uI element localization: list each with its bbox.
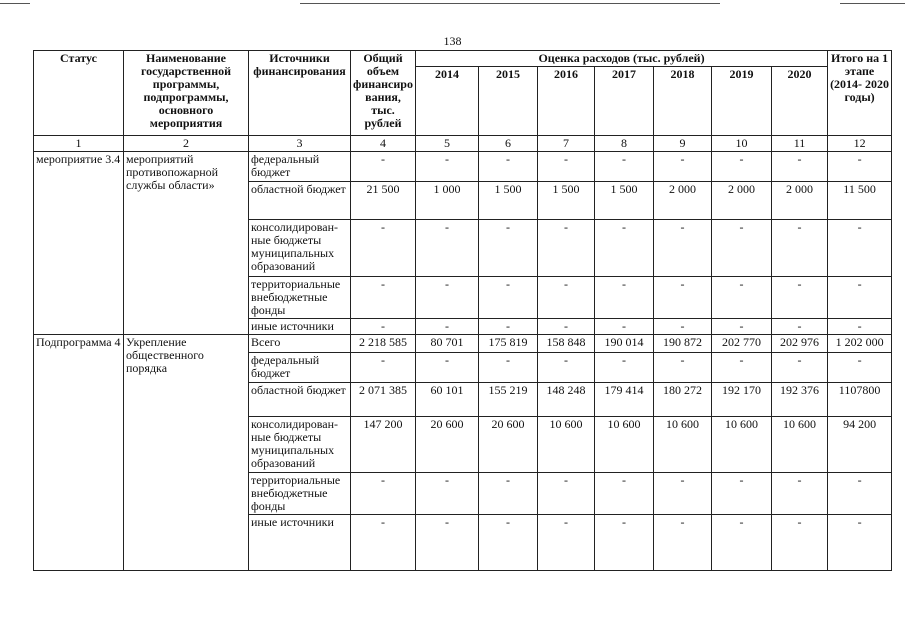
year-value-2020: 192 376 xyxy=(772,383,828,417)
year-value-2017: 10 600 xyxy=(595,417,654,473)
year-value-2020: - xyxy=(772,473,828,515)
stage-total: 11 500 xyxy=(828,182,892,220)
year-value-2016: 10 600 xyxy=(538,417,595,473)
header-total: Общий объем финансиро вания, тыс. рублей xyxy=(351,51,416,136)
financing-source: иные источники xyxy=(249,319,351,335)
stage-total: 1 202 000 xyxy=(828,335,892,353)
year-value-2018: 10 600 xyxy=(654,417,712,473)
year-value-2016: - xyxy=(538,277,595,319)
year-value-2014: 80 701 xyxy=(416,335,479,353)
year-value-2018: - xyxy=(654,473,712,515)
column-index-7: 7 xyxy=(538,136,595,152)
year-value-2014: - xyxy=(416,152,479,182)
year-value-2019: - xyxy=(712,515,772,571)
header-year-2014: 2014 xyxy=(416,67,479,136)
header-year-2015: 2015 xyxy=(479,67,538,136)
stage-total: - xyxy=(828,277,892,319)
year-value-2015: - xyxy=(479,353,538,383)
year-value-2018: - xyxy=(654,515,712,571)
column-index-11: 11 xyxy=(772,136,828,152)
page-number: 138 xyxy=(443,34,462,48)
year-value-2015: - xyxy=(479,515,538,571)
header-year-2020: 2020 xyxy=(772,67,828,136)
row-program-name: мероприятий противопожарной службы области» xyxy=(124,152,249,335)
year-value-2018: - xyxy=(654,277,712,319)
financing-source: иные источники xyxy=(249,515,351,571)
year-value-2016: - xyxy=(538,353,595,383)
stage-total: - xyxy=(828,515,892,571)
year-value-2017: - xyxy=(595,152,654,182)
year-value-2019: - xyxy=(712,220,772,277)
year-value-2014: - xyxy=(416,515,479,571)
year-value-2018: - xyxy=(654,353,712,383)
year-value-2019: - xyxy=(712,277,772,319)
year-value-2016: - xyxy=(538,319,595,335)
financing-source: федеральный бюджет xyxy=(249,152,351,182)
year-value-2018: - xyxy=(654,319,712,335)
financing-source: федеральный бюджет xyxy=(249,353,351,383)
stage-total: - xyxy=(828,473,892,515)
year-value-2018: - xyxy=(654,220,712,277)
total-amount: - xyxy=(351,515,416,571)
scan-artifact-line xyxy=(0,3,30,4)
year-value-2018: 2 000 xyxy=(654,182,712,220)
header-stage-total: Итого на 1 этапе (2014- 2020 годы) xyxy=(828,51,892,136)
financing-source: консолидирован- ные бюджеты муниципальных образований xyxy=(249,417,351,473)
year-value-2020: - xyxy=(772,277,828,319)
stage-total: - xyxy=(828,319,892,335)
column-index-4: 4 xyxy=(351,136,416,152)
header-year-2018: 2018 xyxy=(654,67,712,136)
financing-source: Всего xyxy=(249,335,351,353)
stage-total: - xyxy=(828,353,892,383)
year-value-2015: 175 819 xyxy=(479,335,538,353)
year-value-2019: - xyxy=(712,353,772,383)
table-body xyxy=(34,152,892,571)
year-value-2017: 179 414 xyxy=(595,383,654,417)
year-value-2018: 180 272 xyxy=(654,383,712,417)
financing-source: консолидирован- ные бюджеты муниципальных образований xyxy=(249,220,351,277)
total-amount: - xyxy=(351,473,416,515)
year-value-2016: 148 248 xyxy=(538,383,595,417)
financing-source: областной бюджет xyxy=(249,383,351,417)
header-year-2016: 2016 xyxy=(538,67,595,136)
table-row xyxy=(34,152,892,182)
header-status: Статус xyxy=(34,51,124,136)
header-name: Наименование государственной программы, подпрограммы, основного мероприятия xyxy=(124,51,249,136)
stage-total: 94 200 xyxy=(828,417,892,473)
year-value-2019: 10 600 xyxy=(712,417,772,473)
year-value-2016: - xyxy=(538,152,595,182)
financing-source: территориальные внебюджетные фонды xyxy=(249,277,351,319)
stage-total: 1107800 xyxy=(828,383,892,417)
year-value-2016: 158 848 xyxy=(538,335,595,353)
year-value-2020: 10 600 xyxy=(772,417,828,473)
header-sources: Источники финансирования xyxy=(249,51,351,136)
column-index-row xyxy=(34,136,892,152)
year-value-2020: - xyxy=(772,152,828,182)
year-value-2014: - xyxy=(416,277,479,319)
total-amount: 2 218 585 xyxy=(351,335,416,353)
year-value-2016: - xyxy=(538,515,595,571)
year-value-2014: 20 600 xyxy=(416,417,479,473)
year-value-2015: - xyxy=(479,473,538,515)
column-index-12: 12 xyxy=(828,136,892,152)
year-value-2017: - xyxy=(595,473,654,515)
year-value-2020: - xyxy=(772,319,828,335)
total-amount: - xyxy=(351,277,416,319)
year-value-2020: 202 976 xyxy=(772,335,828,353)
total-amount: - xyxy=(351,319,416,335)
year-value-2016: - xyxy=(538,220,595,277)
year-value-2016: 1 500 xyxy=(538,182,595,220)
year-value-2017: - xyxy=(595,319,654,335)
year-value-2014: 60 101 xyxy=(416,383,479,417)
total-amount: - xyxy=(351,353,416,383)
year-value-2014: - xyxy=(416,473,479,515)
year-value-2020: - xyxy=(772,220,828,277)
year-value-2015: 155 219 xyxy=(479,383,538,417)
year-value-2019: 192 170 xyxy=(712,383,772,417)
year-value-2014: - xyxy=(416,319,479,335)
year-value-2017: - xyxy=(595,515,654,571)
total-amount: - xyxy=(351,220,416,277)
stage-total: - xyxy=(828,152,892,182)
year-value-2017: - xyxy=(595,353,654,383)
header-year-2019: 2019 xyxy=(712,67,772,136)
row-status: мероприятие 3.4 xyxy=(34,152,124,335)
column-index-9: 9 xyxy=(654,136,712,152)
year-value-2018: 190 872 xyxy=(654,335,712,353)
year-value-2019: - xyxy=(712,473,772,515)
table-row xyxy=(34,335,892,353)
year-value-2017: 190 014 xyxy=(595,335,654,353)
year-value-2018: - xyxy=(654,152,712,182)
stage-total: - xyxy=(828,220,892,277)
year-value-2014: - xyxy=(416,353,479,383)
column-index-1: 1 xyxy=(34,136,124,152)
year-value-2019: - xyxy=(712,152,772,182)
row-program-name: Укрепление общественного порядка xyxy=(124,335,249,571)
financing-source: территориальные внебюджетные фонды xyxy=(249,473,351,515)
year-value-2017: 1 500 xyxy=(595,182,654,220)
column-index-3: 3 xyxy=(249,136,351,152)
column-index-5: 5 xyxy=(416,136,479,152)
total-amount: - xyxy=(351,152,416,182)
year-value-2015: 20 600 xyxy=(479,417,538,473)
budget-table xyxy=(33,50,892,571)
total-amount: 147 200 xyxy=(351,417,416,473)
year-value-2015: - xyxy=(479,277,538,319)
scan-artifact-line xyxy=(840,3,905,4)
year-value-2015: - xyxy=(479,152,538,182)
row-status: Подпрограмма 4 xyxy=(34,335,124,571)
year-value-2020: 2 000 xyxy=(772,182,828,220)
year-value-2019: - xyxy=(712,319,772,335)
year-value-2015: 1 500 xyxy=(479,182,538,220)
year-value-2016: - xyxy=(538,473,595,515)
year-value-2014: 1 000 xyxy=(416,182,479,220)
year-value-2017: - xyxy=(595,277,654,319)
header-estimate: Оценка расходов (тыс. рублей) xyxy=(416,51,828,67)
year-value-2015: - xyxy=(479,220,538,277)
column-index-6: 6 xyxy=(479,136,538,152)
column-index-10: 10 xyxy=(712,136,772,152)
year-value-2019: 202 770 xyxy=(712,335,772,353)
header-row xyxy=(34,51,892,67)
year-value-2020: - xyxy=(772,515,828,571)
total-amount: 21 500 xyxy=(351,182,416,220)
year-value-2020: - xyxy=(772,353,828,383)
scan-artifact-line xyxy=(300,3,720,4)
year-value-2019: 2 000 xyxy=(712,182,772,220)
financing-source: областной бюджет xyxy=(249,182,351,220)
year-value-2014: - xyxy=(416,220,479,277)
header-year-2017: 2017 xyxy=(595,67,654,136)
year-value-2015: - xyxy=(479,319,538,335)
column-index-8: 8 xyxy=(595,136,654,152)
year-value-2017: - xyxy=(595,220,654,277)
column-index-2: 2 xyxy=(124,136,249,152)
total-amount: 2 071 385 xyxy=(351,383,416,417)
